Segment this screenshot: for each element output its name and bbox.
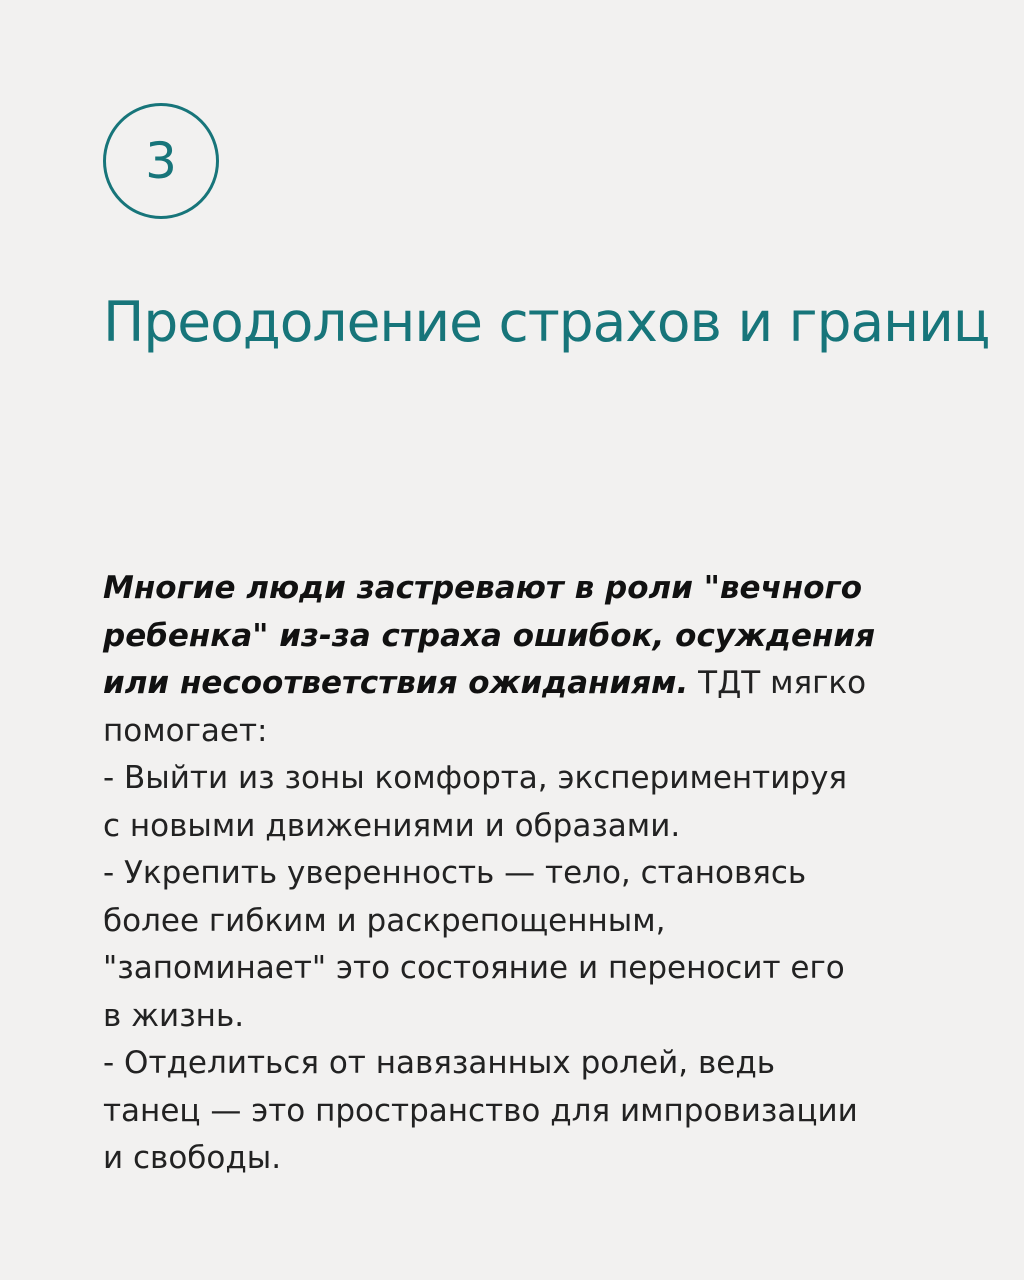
bullet-line: и свободы. [103,1140,282,1176]
intro-bold-line: или несоответствия ожиданиям. [103,665,689,701]
step-number-badge [103,103,219,219]
bullet-line: - Отделиться от навязанных ролей, ведь [103,1045,776,1081]
bullet-line: с новыми движениями и образами. [103,807,681,844]
intro-bold-line: Многие люди застревают в роли "вечного [103,570,863,606]
body-text [103,565,943,1183]
bullet-line: - Выйти из зоны комфорта, экспериментируя [103,760,848,796]
page-title: Преодоление страхов и границ [103,290,990,354]
intro-line [103,660,943,708]
bullet-line: "запоминает" это состояние и переносит его [103,950,845,986]
intro-bold-line: ребенка" из-за страха ошибок, осуждения [103,617,876,654]
intro-regular-tail: ТДТ мягко [688,665,867,701]
intro-line: помогает: [103,712,268,749]
bullet-line: танец — это пространство для импровизации [103,1092,858,1129]
bullet-line: - Укрепить уверенность — тело, становясь [103,855,807,891]
bullet-line: более гибким и раскрепощенным, [103,902,666,939]
bullet-line: в жизнь. [103,997,245,1034]
step-number: 3 [145,132,177,190]
